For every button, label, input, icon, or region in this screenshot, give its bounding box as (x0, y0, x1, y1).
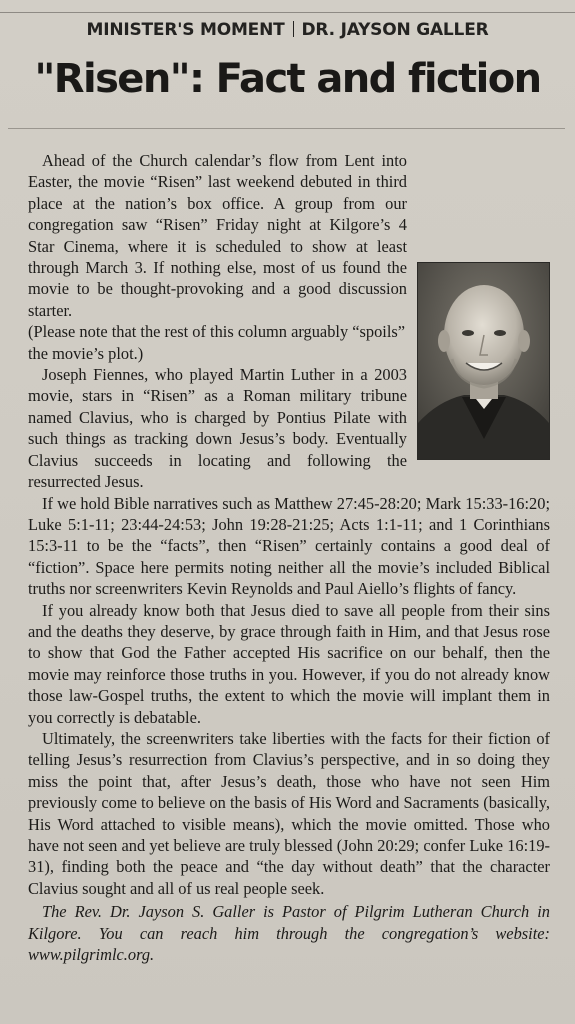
author-bio: The Rev. Dr. Jayson S. Galler is Pastor of Pilgrim Lutheran Church in Kilgore. You can reach him through the congregation’s website: www.pilgrimlc.org. (28, 902, 550, 965)
column-name: MINISTER'S MOMENT (86, 20, 285, 40)
article-paragraph: Ultimately, the screenwriters take liberties with the facts for their fiction of telling Jesus’s resurrection from Clavius’s perspective, and in so doing they miss the point that, after Jesus’s death, those who have not seen Him previously come to believe on the basis of His Word and Sacraments (basically, His Word attached to visible means), which the movie omitted. Those who have not seen and yet believe are truly blessed (John 20:29; confer Luke 16:19-31), finding both the peace and “the day without death” that the character Clavius sought and all of us real people seek. (28, 728, 550, 898)
headline-rule (8, 128, 565, 129)
headline: "Risen": Fact and fiction (34, 56, 541, 102)
article-paragraph: (Please note that the rest of this column arguably “spoils” the movie’s plot.) (28, 322, 406, 363)
column-kicker (0, 20, 575, 40)
author-photo (417, 262, 550, 460)
author-name: DR. JAYSON GALLER (301, 20, 489, 40)
article-paragraph: Joseph Fiennes, who played Martin Luther in a 2003 movie, stars in “Risen” as a Roman military tribune named Clavius, who is charged by Pontius Pilate with such things as tracking down Jesus’s body. Eventually Clavius succeeds in locating and following the resurrected Jesus. (28, 365, 407, 492)
article-paragraph: If you already know both that Jesus died to save all people from their sins and the deaths they deserve, by grace through faith in Him, and that Jesus rose to show that God the Father accepted His sacrifice on our behalf, then the movie may reinforce those truths in you. However, if you do not already know those law-Gospel truths, the extent to which the movie will implant them in you correctly is debatable. (28, 600, 550, 727)
article-body (28, 150, 550, 965)
article-paragraph: Ahead of the Church calendar’s flow from Lent into Easter, the movie “Risen” last weekend debuted in third place at the nation’s box office. A group from our congregation saw “Risen” Friday night at Kilgore’s 4 Star Cinema, where it is scheduled to show at least through March 3. If nothing else, most of us found the movie to be thought-provoking and a good discussion starter. (28, 151, 407, 320)
article-paragraph: If we hold Bible narratives such as Matthew 27:45-28:20; Mark 15:33-16:20; Luke 5:1-11; 23:44-24:53; John 19:28-21:25; Acts 1:1-11; and 1 Corinthians 15:3-11 to be the “facts”, then “Risen” certainly contains a good deal of “fiction”. Space here permits noting neither all the movie’s included Biblical truths nor screenwriters Kevin Reynolds and Paul Aiello’s flights of fancy. (28, 493, 550, 599)
top-rule (0, 12, 575, 13)
author-portrait-image (418, 263, 549, 459)
kicker-divider (293, 21, 294, 37)
